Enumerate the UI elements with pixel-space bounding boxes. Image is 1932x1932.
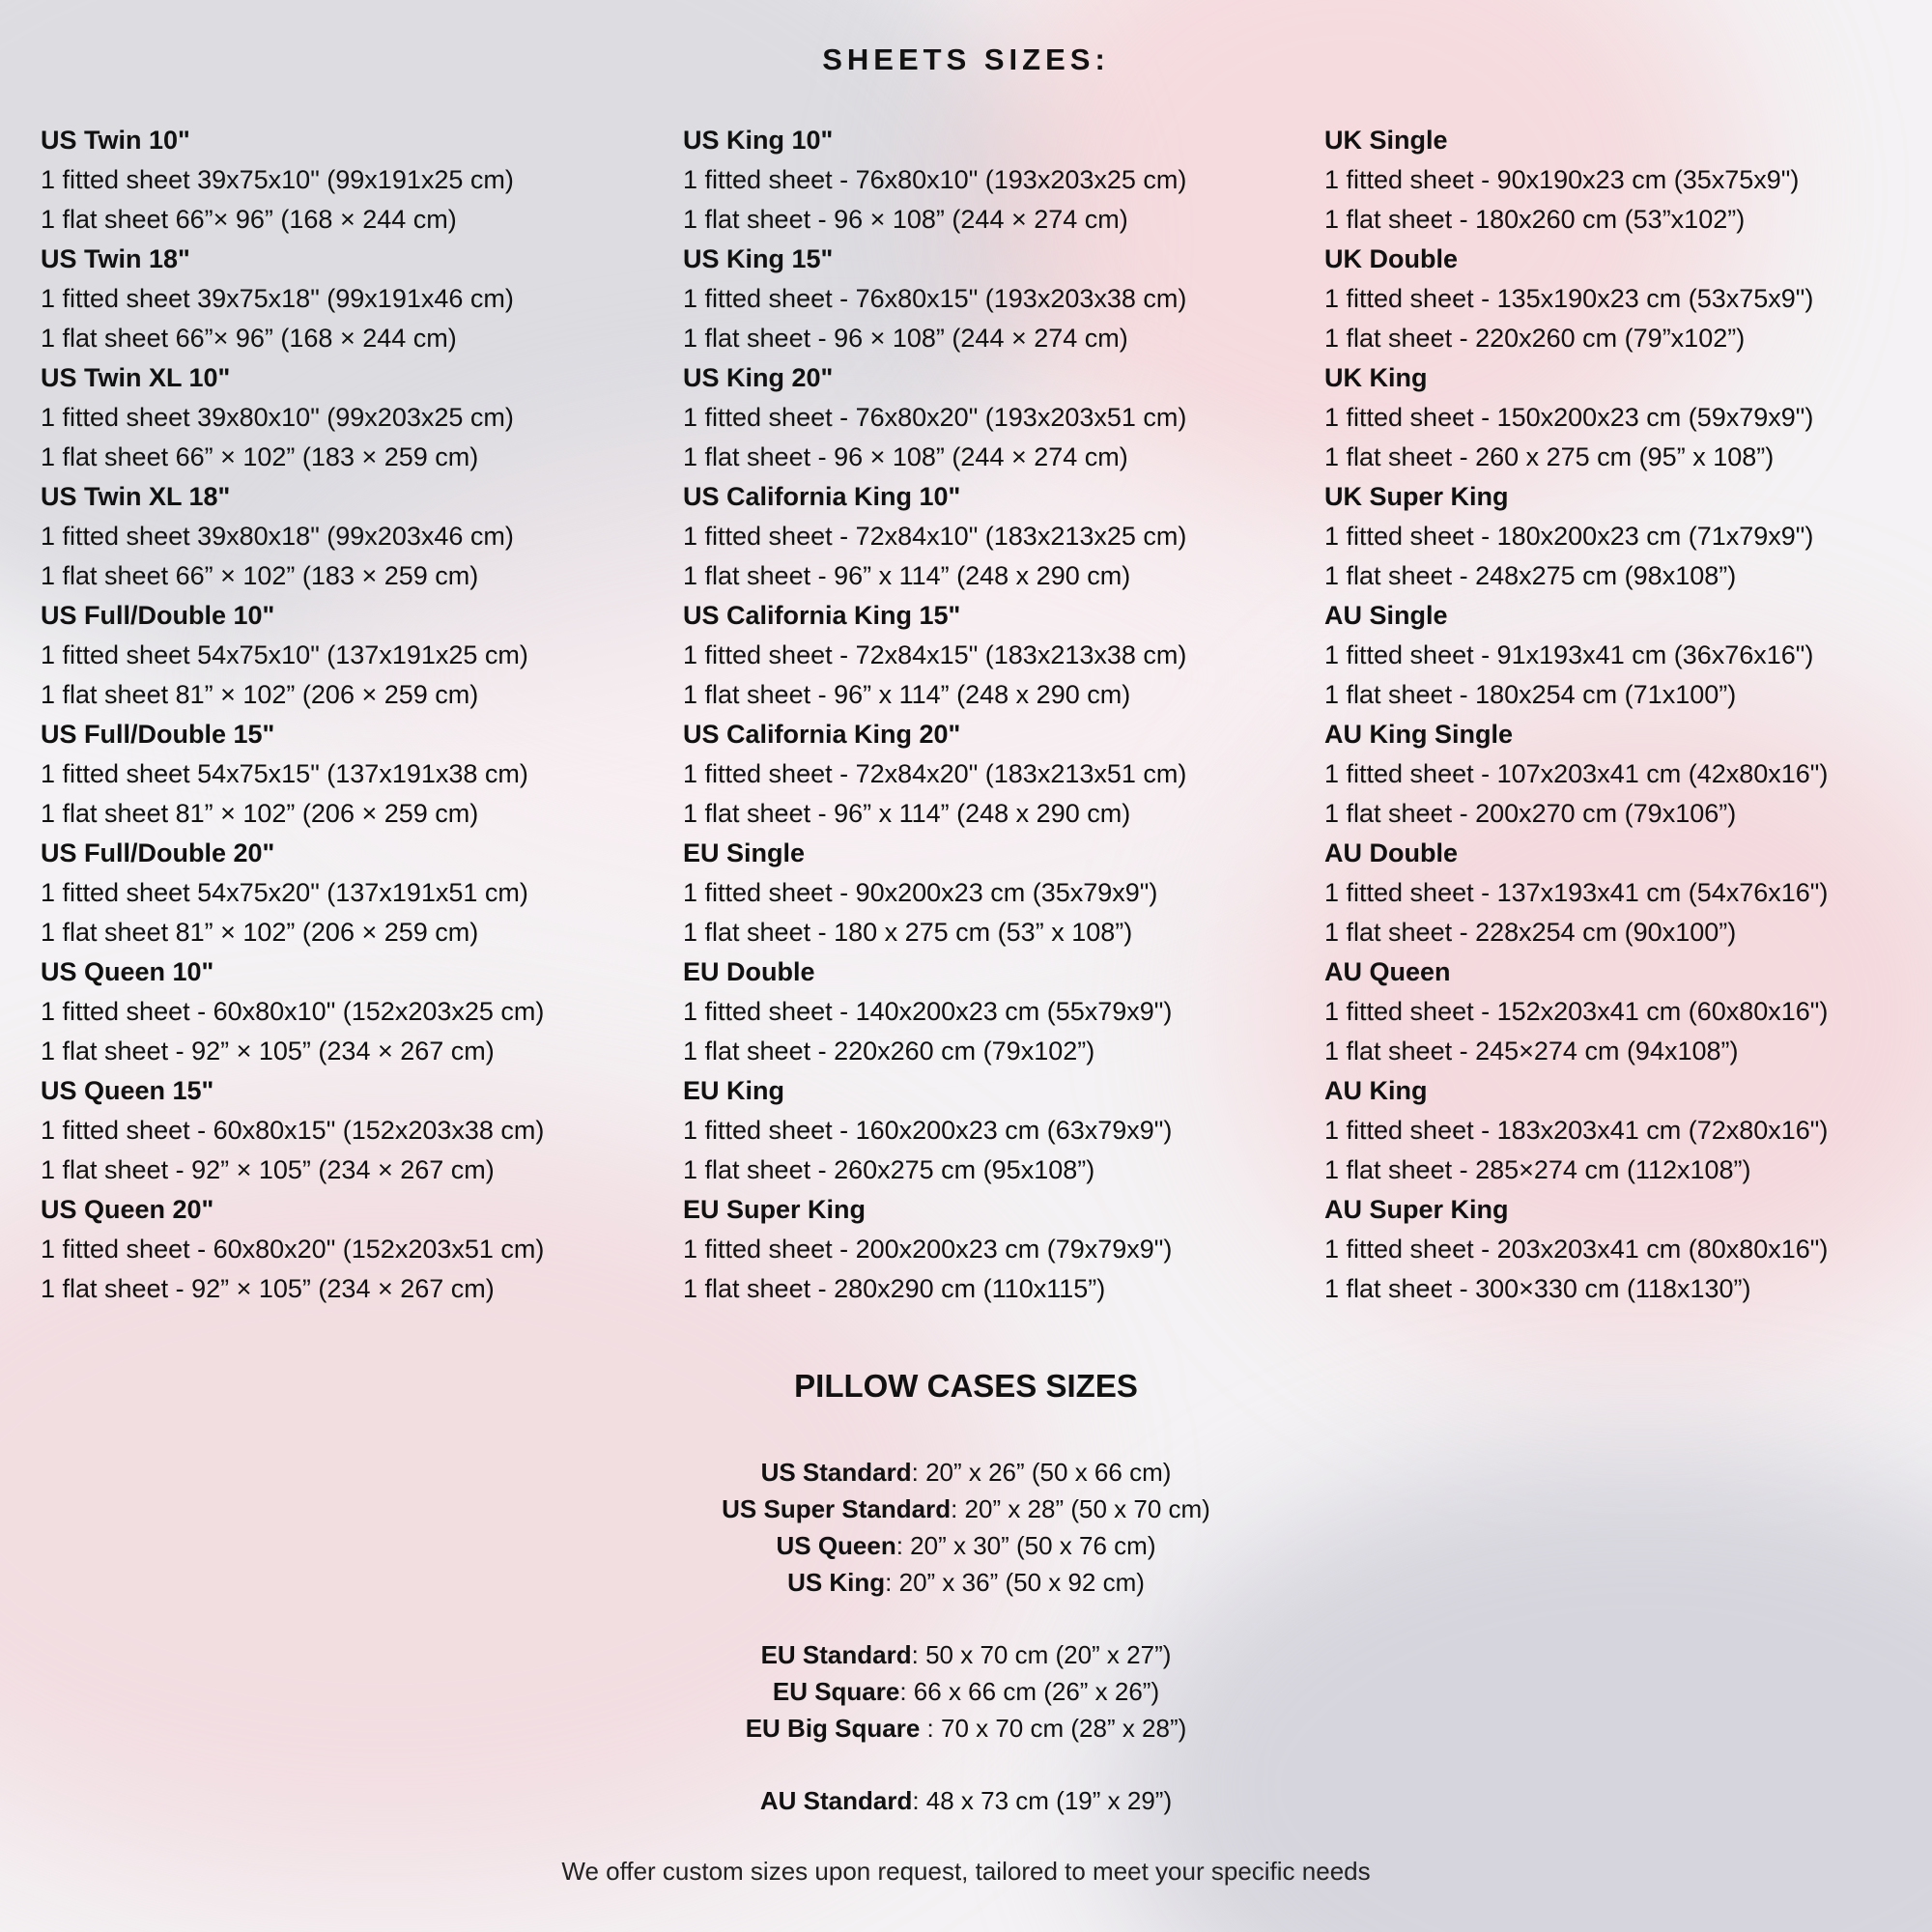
sheet-size-block — [1324, 834, 1932, 952]
sheet-size-name: US Queen 20" — [41, 1195, 214, 1224]
flat-sheet-size: 1 flat sheet - 200x270 cm (79x106”) — [1324, 799, 1737, 828]
flat-sheet-size: 1 flat sheet - 96 × 108” (244 × 274 cm) — [683, 324, 1128, 353]
flat-sheet-size: 1 flat sheet - 180 x 275 cm (53” x 108”) — [683, 918, 1133, 947]
sheet-size-name: UK King — [1324, 363, 1428, 392]
flat-sheet-size: 1 flat sheet - 96 × 108” (244 × 274 cm) — [683, 442, 1128, 471]
sheet-size-name: US King 20" — [683, 363, 834, 392]
sheet-column-us — [41, 121, 659, 1309]
fitted-sheet-size: 1 fitted sheet - 152x203x41 cm (60x80x16") — [1324, 997, 1829, 1026]
sheet-size-block — [41, 1071, 659, 1190]
flat-sheet-size: 1 flat sheet - 220x260 cm (79x102”) — [683, 1037, 1095, 1065]
fitted-sheet-size: 1 fitted sheet - 76x80x20" (193x203x51 cm) — [683, 403, 1187, 432]
sheet-size-name: EU Double — [683, 957, 815, 986]
sheet-size-name: UK Super King — [1324, 482, 1509, 511]
fitted-sheet-size: 1 fitted sheet 54x75x10" (137x191x25 cm) — [41, 640, 528, 669]
sheet-size-name: AU Queen — [1324, 957, 1451, 986]
flat-sheet-size: 1 flat sheet 81” × 102” (206 × 259 cm) — [41, 680, 479, 709]
pillow-item-size: : 70 x 70 cm (28” x 28”) — [926, 1714, 1187, 1743]
fitted-sheet-size: 1 fitted sheet - 91x193x41 cm (36x76x16") — [1324, 640, 1814, 669]
sheet-size-block — [1324, 952, 1932, 1071]
flat-sheet-size: 1 flat sheet - 96” x 114” (248 x 290 cm) — [683, 680, 1131, 709]
flat-sheet-size: 1 flat sheet - 92” × 105” (234 × 267 cm) — [41, 1274, 495, 1303]
flat-sheet-size: 1 flat sheet - 180x254 cm (71x100”) — [1324, 680, 1737, 709]
pillow-item-size: : 48 x 73 cm (19” x 29”) — [912, 1786, 1173, 1815]
sheet-size-block — [41, 358, 659, 477]
sheet-size-block — [41, 715, 659, 834]
pillow-section-title: PILLOW CASES SIZES — [794, 1368, 1138, 1404]
pillow-sizes-list — [0, 1454, 1932, 1819]
pillow-item-name: US Super Standard — [722, 1494, 952, 1523]
sheet-size-block — [683, 952, 1301, 1071]
spacer — [0, 1747, 1932, 1782]
sheet-column-uk-au — [1324, 121, 1932, 1309]
fitted-sheet-size: 1 fitted sheet - 72x84x10" (183x213x25 cm) — [683, 522, 1187, 551]
sheet-size-name: EU King — [683, 1076, 784, 1105]
sheet-size-name: US King 10" — [683, 126, 834, 155]
sheet-size-block — [41, 240, 659, 358]
sheet-size-block — [683, 596, 1301, 715]
custom-sizes-note: We offer custom sizes upon request, tailored to meet your specific needs — [561, 1857, 1371, 1886]
sheet-size-name: US Twin XL 18" — [41, 482, 231, 511]
sheet-size-block — [1324, 477, 1932, 596]
fitted-sheet-size: 1 fitted sheet - 60x80x15" (152x203x38 cm) — [41, 1116, 545, 1145]
sheet-size-block — [1324, 121, 1932, 240]
fitted-sheet-size: 1 fitted sheet - 60x80x20" (152x203x51 cm) — [41, 1235, 545, 1264]
fitted-sheet-size: 1 fitted sheet - 90x200x23 cm (35x79x9") — [683, 878, 1158, 907]
sheet-size-block — [1324, 1071, 1932, 1190]
fitted-sheet-size: 1 fitted sheet 54x75x20" (137x191x51 cm) — [41, 878, 528, 907]
fitted-sheet-size: 1 fitted sheet 39x80x18" (99x203x46 cm) — [41, 522, 514, 551]
flat-sheet-size: 1 flat sheet - 245×274 cm (94x108”) — [1324, 1037, 1739, 1065]
flat-sheet-size: 1 flat sheet 66” × 102” (183 × 259 cm) — [41, 442, 479, 471]
fitted-sheet-size: 1 fitted sheet - 180x200x23 cm (71x79x9") — [1324, 522, 1814, 551]
pillow-item — [0, 1527, 1932, 1564]
flat-sheet-size: 1 flat sheet - 220x260 cm (79”x102”) — [1324, 324, 1746, 353]
pillow-item-name: US Queen — [776, 1531, 896, 1560]
pillow-item-size: : 50 x 70 cm (20” x 27”) — [911, 1640, 1172, 1669]
pillow-item — [0, 1710, 1932, 1747]
sheet-size-name: US Twin XL 10" — [41, 363, 231, 392]
sheet-size-name: EU Super King — [683, 1195, 867, 1224]
sheet-size-block — [41, 596, 659, 715]
sheet-size-block — [1324, 358, 1932, 477]
flat-sheet-size: 1 flat sheet - 300×330 cm (118x130”) — [1324, 1274, 1751, 1303]
sheet-size-name: EU Single — [683, 838, 806, 867]
fitted-sheet-size: 1 fitted sheet 39x75x18" (99x191x46 cm) — [41, 284, 514, 313]
flat-sheet-size: 1 flat sheet - 248x275 cm (98x108”) — [1324, 561, 1737, 590]
pillow-item — [0, 1454, 1932, 1491]
pillow-item — [0, 1491, 1932, 1527]
sheet-size-name: US California King 15" — [683, 601, 961, 630]
fitted-sheet-size: 1 fitted sheet - 72x84x15" (183x213x38 cm) — [683, 640, 1187, 669]
sheet-size-block — [683, 715, 1301, 834]
sheet-size-name: US Twin 10" — [41, 126, 190, 155]
fitted-sheet-size: 1 fitted sheet - 140x200x23 cm (55x79x9") — [683, 997, 1173, 1026]
sheet-size-block — [683, 240, 1301, 358]
pillow-item-name: EU Standard — [760, 1640, 912, 1669]
flat-sheet-size: 1 flat sheet - 96” x 114” (248 x 290 cm) — [683, 799, 1131, 828]
sheet-size-block — [41, 477, 659, 596]
sheet-size-name: US California King 10" — [683, 482, 961, 511]
sheet-size-block — [683, 1190, 1301, 1309]
flat-sheet-size: 1 flat sheet - 228x254 cm (90x100”) — [1324, 918, 1737, 947]
sheet-size-block — [1324, 715, 1932, 834]
flat-sheet-size: 1 flat sheet - 180x260 cm (53”x102”) — [1324, 205, 1746, 234]
sheet-size-name: US Full/Double 10" — [41, 601, 275, 630]
sheet-size-block — [683, 121, 1301, 240]
fitted-sheet-size: 1 fitted sheet - 76x80x15" (193x203x38 cm) — [683, 284, 1187, 313]
flat-sheet-size: 1 flat sheet - 285×274 cm (112x108”) — [1324, 1155, 1751, 1184]
sheet-size-block — [1324, 596, 1932, 715]
fitted-sheet-size: 1 fitted sheet - 183x203x41 cm (72x80x16") — [1324, 1116, 1829, 1145]
sheet-size-name: AU Single — [1324, 601, 1448, 630]
flat-sheet-size: 1 flat sheet 66”× 96” (168 × 244 cm) — [41, 205, 457, 234]
sheet-size-block — [683, 358, 1301, 477]
sheet-size-block — [1324, 1190, 1932, 1309]
pillow-item — [0, 1673, 1932, 1710]
fitted-sheet-size: 1 fitted sheet 39x80x10" (99x203x25 cm) — [41, 403, 514, 432]
sheet-size-block — [1324, 240, 1932, 358]
fitted-sheet-size: 1 fitted sheet 39x75x10" (99x191x25 cm) — [41, 165, 514, 194]
sheet-size-block — [683, 1071, 1301, 1190]
flat-sheet-size: 1 flat sheet - 280x290 cm (110x115”) — [683, 1274, 1106, 1303]
flat-sheet-size: 1 flat sheet - 96 × 108” (244 × 274 cm) — [683, 205, 1128, 234]
pillow-item-size: : 20” x 28” (50 x 70 cm) — [951, 1494, 1210, 1523]
fitted-sheet-size: 1 fitted sheet - 160x200x23 cm (63x79x9") — [683, 1116, 1173, 1145]
sheet-size-name: UK Double — [1324, 244, 1458, 273]
pillow-item-name: EU Big Square — [745, 1714, 927, 1743]
spacer — [0, 1601, 1932, 1636]
fitted-sheet-size: 1 fitted sheet - 90x190x23 cm (35x75x9") — [1324, 165, 1800, 194]
fitted-sheet-size: 1 fitted sheet - 72x84x20" (183x213x51 cm) — [683, 759, 1187, 788]
sheet-size-name: US Full/Double 15" — [41, 720, 275, 749]
sheet-size-block — [683, 477, 1301, 596]
pillow-item — [0, 1564, 1932, 1601]
fitted-sheet-size: 1 fitted sheet 54x75x15" (137x191x38 cm) — [41, 759, 528, 788]
fitted-sheet-size: 1 fitted sheet - 76x80x10" (193x203x25 cm) — [683, 165, 1187, 194]
sheet-size-block — [41, 834, 659, 952]
sheet-size-name: US Twin 18" — [41, 244, 190, 273]
fitted-sheet-size: 1 fitted sheet - 135x190x23 cm (53x75x9") — [1324, 284, 1814, 313]
sheet-size-name: US Queen 10" — [41, 957, 214, 986]
flat-sheet-size: 1 flat sheet 81” × 102” (206 × 259 cm) — [41, 918, 479, 947]
sheet-size-name: AU King — [1324, 1076, 1428, 1105]
sheet-size-name: AU King Single — [1324, 720, 1513, 749]
sheet-size-name: US Full/Double 20" — [41, 838, 275, 867]
pillow-item-size: : 20” x 26” (50 x 66 cm) — [911, 1458, 1172, 1487]
sheet-size-name: US Queen 15" — [41, 1076, 214, 1105]
sheet-size-block — [683, 834, 1301, 952]
flat-sheet-size: 1 flat sheet - 92” × 105” (234 × 267 cm) — [41, 1037, 495, 1065]
fitted-sheet-size: 1 fitted sheet - 203x203x41 cm (80x80x16") — [1324, 1235, 1829, 1264]
pillow-item-size: : 66 x 66 cm (26” x 26”) — [899, 1677, 1160, 1706]
pillow-item-size: : 20” x 36” (50 x 92 cm) — [885, 1568, 1145, 1597]
fitted-sheet-size: 1 fitted sheet - 137x193x41 cm (54x76x16") — [1324, 878, 1829, 907]
fitted-sheet-size: 1 fitted sheet - 107x203x41 cm (42x80x16") — [1324, 759, 1829, 788]
pillow-item-size: : 20” x 30” (50 x 76 cm) — [895, 1531, 1156, 1560]
fitted-sheet-size: 1 fitted sheet - 200x200x23 cm (79x79x9") — [683, 1235, 1173, 1264]
flat-sheet-size: 1 flat sheet - 92” × 105” (234 × 267 cm) — [41, 1155, 495, 1184]
sheet-size-name: AU Super King — [1324, 1195, 1509, 1224]
pillow-item-name: AU Standard — [759, 1786, 913, 1815]
sheet-size-block — [41, 1190, 659, 1309]
pillow-item — [0, 1636, 1932, 1673]
sheet-size-name: US California King 20" — [683, 720, 961, 749]
sheet-size-name: UK Single — [1324, 126, 1448, 155]
sheet-size-name: AU Double — [1324, 838, 1458, 867]
flat-sheet-size: 1 flat sheet - 260x275 cm (95x108”) — [683, 1155, 1095, 1184]
sheet-size-block — [41, 121, 659, 240]
sheet-size-block — [41, 952, 659, 1071]
flat-sheet-size: 1 flat sheet 66” × 102” (183 × 259 cm) — [41, 561, 479, 590]
pillow-item — [0, 1782, 1932, 1819]
fitted-sheet-size: 1 fitted sheet - 60x80x10" (152x203x25 cm) — [41, 997, 545, 1026]
fitted-sheet-size: 1 fitted sheet - 150x200x23 cm (59x79x9") — [1324, 403, 1814, 432]
flat-sheet-size: 1 flat sheet 66”× 96” (168 × 244 cm) — [41, 324, 457, 353]
pillow-item-name: EU Square — [772, 1677, 900, 1706]
sheet-column-us-eu — [683, 121, 1301, 1309]
page-title: SHEETS SIZES: — [822, 43, 1110, 76]
flat-sheet-size: 1 flat sheet - 96” x 114” (248 x 290 cm) — [683, 561, 1131, 590]
pillow-item-name: US King — [787, 1568, 886, 1597]
sheet-size-name: US King 15" — [683, 244, 834, 273]
flat-sheet-size: 1 flat sheet - 260 x 275 cm (95” x 108”) — [1324, 442, 1775, 471]
flat-sheet-size: 1 flat sheet 81” × 102” (206 × 259 cm) — [41, 799, 479, 828]
pillow-item-name: US Standard — [760, 1458, 912, 1487]
